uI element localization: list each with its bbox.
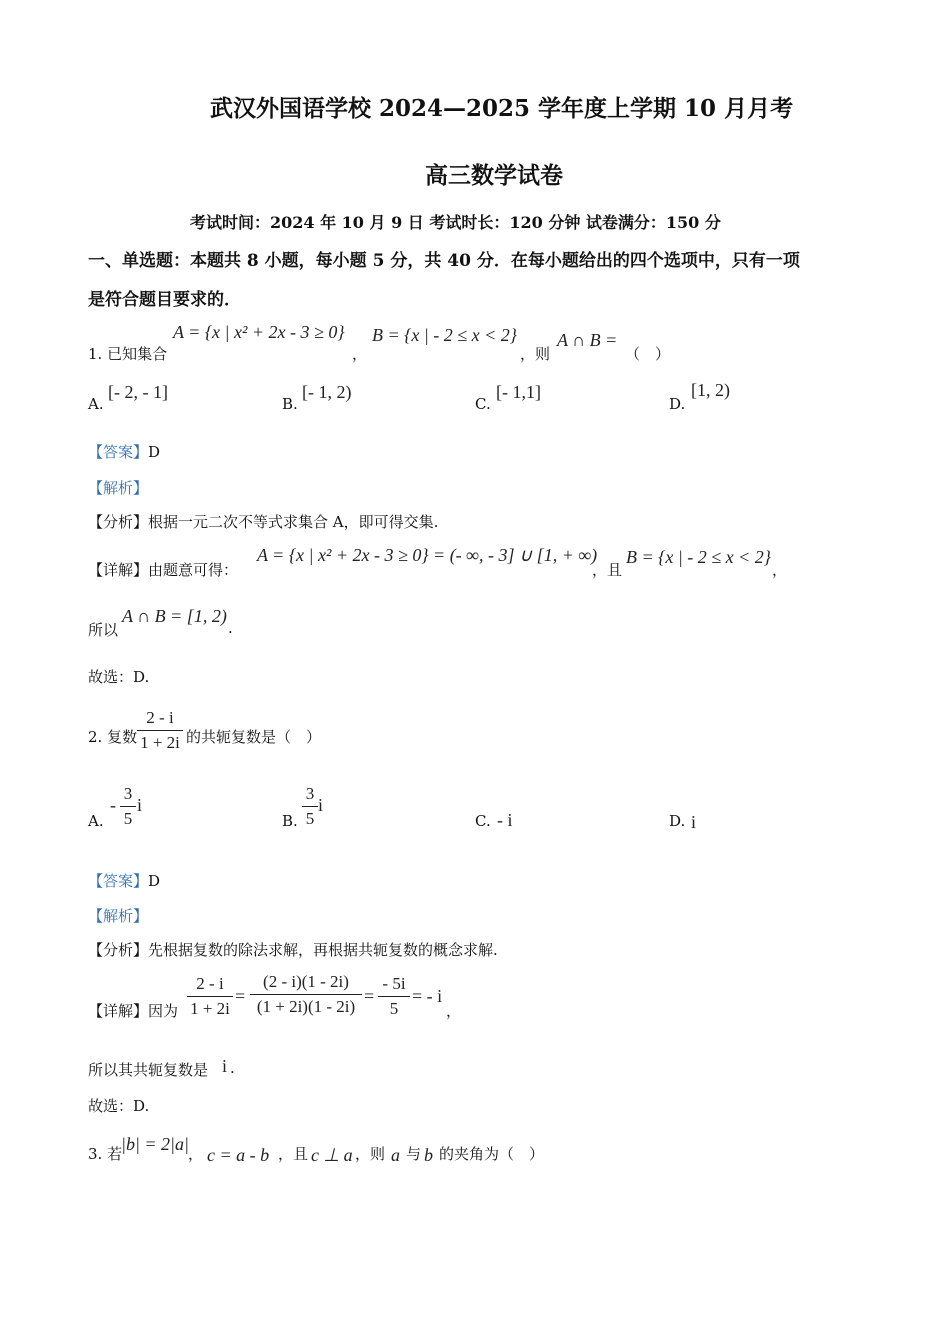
q2-so-lead: 所以其共轭复数是: [88, 1061, 209, 1079]
q2-detail-f1-den: 1 + 2i: [190, 999, 230, 1018]
q1-answer: D: [148, 443, 161, 461]
q1-detail-lead: 由题意可得：: [148, 561, 239, 579]
q3-vector-a: a: [391, 1145, 400, 1165]
q2-tail: 的共轭复数是（ ）: [186, 728, 322, 746]
q1-answer-line: [88, 441, 160, 462]
q2-detail-label: [88, 1000, 178, 1021]
q1-option-a-value: [- 2, - 1]: [108, 382, 168, 402]
q1-detail-end: ，: [772, 561, 788, 579]
q3-vector-b: b: [424, 1145, 433, 1165]
q2-detail-f3-bar: [378, 996, 410, 997]
q2-answer-tag: 【答案】: [88, 872, 149, 890]
q3-yu: 与: [406, 1145, 422, 1163]
q2-fenxi-text: 先根据复数的除法求解，再根据共轭复数的概念求解.: [148, 941, 498, 959]
q2-detail-f1-num: 2 - i: [196, 974, 224, 993]
q2-detail-f3-num: - 5i: [382, 974, 406, 993]
section-heading-line1: 一、单选题：本题共 8 小题，每小题 5 分，共 40 分．在每小题给出的四个选项中，只有一项: [88, 251, 800, 271]
q2-detail-fraction-2: [250, 971, 362, 1018]
q2-option-b-num: 3: [305, 784, 315, 803]
q1-expression: A ∩ B =: [557, 330, 618, 350]
q1-detail-label: [88, 559, 238, 580]
q3-tail: 的夹角为（ ）: [439, 1145, 545, 1163]
q1-so-expression: A ∩ B = [1, 2): [122, 606, 227, 626]
q2-detail-f2-den: (1 + 2i)(1 - 2i): [256, 997, 356, 1016]
q1-fenxi-tag: 【分析】: [88, 513, 149, 531]
exam-info: 考试时间：2024 年 10 月 9 日 考试时长：120 分钟 试卷满分：150 分: [190, 213, 721, 232]
q1-answer-tag: 【答案】: [88, 443, 149, 461]
q2-option-a-sign: -: [110, 795, 116, 815]
q2-detail-f3-den: 5: [389, 999, 399, 1018]
q2-option-a-unit: i: [137, 795, 143, 815]
q1-detail-set-b: B = {x | - 2 ≤ x < 2}: [626, 547, 771, 567]
q1-option-a-label: A.: [88, 395, 104, 413]
q3-condition-3: c ⊥ a: [311, 1145, 353, 1165]
q2-answer: D: [148, 872, 161, 890]
q2-fraction: [137, 707, 183, 754]
q2-detail-f1-bar: [187, 996, 233, 997]
q3-lead: 3. 若: [88, 1145, 123, 1163]
q1-lead: 1. 已知集合: [88, 345, 168, 363]
q2-detail-fraction-3: [378, 973, 410, 1020]
q3-comma: ，: [188, 1145, 204, 1163]
q2-option-a-bar: [120, 806, 136, 807]
q2-choose: 故选：D.: [88, 1097, 150, 1115]
q2-fraction-denominator: 1 + 2i: [140, 733, 180, 752]
q2-so-value: i: [222, 1056, 228, 1076]
q1-then: ，则: [520, 345, 551, 363]
q1-set-a: A = {x | x² + 2x - 3 ≥ 0}: [173, 322, 345, 342]
q3-condition-1: |b| = 2|a|: [121, 1134, 189, 1154]
q1-option-c-value: [- 1,1]: [496, 382, 541, 402]
q2-detail-result: = - i: [412, 986, 443, 1006]
exam-subtitle: 高三数学试卷: [425, 162, 563, 189]
q2-option-a-fraction: [120, 783, 136, 830]
q2-option-b-den: 5: [305, 809, 315, 828]
q1-detail-expression: A = {x | x² + 2x - 3 ≥ 0} = (- ∞, - 3] ∪ [1, + ∞): [257, 545, 598, 565]
q2-option-b-fraction: [302, 783, 318, 830]
q1-so-lead: 所以: [88, 621, 119, 639]
q1-comma: ，: [352, 345, 368, 363]
q2-option-b-unit: i: [318, 795, 324, 815]
q1-option-d-label: D.: [669, 395, 686, 413]
q2-detail-end: ，: [446, 1002, 462, 1020]
q3-condition-2: c = a - b: [207, 1145, 270, 1165]
q1-option-c-label: C.: [475, 395, 491, 413]
q1-fenxi-line: [88, 511, 438, 532]
q2-option-a-num: 3: [123, 784, 133, 803]
q1-analysis-tag: 【解析】: [88, 479, 149, 497]
q1-detail-mid: ，且: [592, 561, 623, 579]
q2-option-c-value: - i: [497, 810, 513, 830]
q2-lead: 2. 复数: [88, 728, 138, 746]
q1-paren: （ ）: [625, 345, 671, 363]
q2-fenxi-line: [88, 939, 498, 960]
exam-title: 武汉外国语学校 2024—2025 学年度上学期 10 月月考: [210, 95, 794, 122]
q2-detail-eq-2: =: [364, 986, 375, 1006]
q2-option-a-den: 5: [123, 809, 133, 828]
q2-answer-line: [88, 870, 160, 891]
q2-detail-lead: 因为: [148, 1002, 179, 1020]
q1-choose: 故选：D.: [88, 668, 150, 686]
q1-so-end: .: [228, 619, 233, 637]
q3-then: ，则: [355, 1145, 386, 1163]
q2-detail-f2-num: (2 - i)(1 - 2i): [263, 972, 349, 991]
q2-fraction-bar: [137, 730, 183, 731]
q2-fraction-numerator: 2 - i: [146, 708, 174, 727]
q1-option-b-label: B.: [282, 395, 298, 413]
q1-detail-tag: 【详解】: [88, 561, 149, 579]
q1-option-b-value: [- 1, 2): [302, 382, 352, 402]
q2-detail-f2-bar: [250, 994, 362, 995]
q2-so-end: .: [230, 1059, 235, 1077]
q1-set-b: B = {x | - 2 ≤ x < 2}: [372, 325, 517, 345]
q2-fenxi-tag: 【分析】: [88, 941, 149, 959]
q2-detail-tag: 【详解】: [88, 1002, 149, 1020]
q2-detail-eq-1: =: [235, 986, 246, 1006]
section-heading-line2: 是符合题目要求的．: [88, 290, 241, 310]
q2-option-d-label: D.: [669, 812, 686, 830]
q2-option-c-label: C.: [475, 812, 491, 830]
q2-option-a-label: A.: [88, 812, 104, 830]
q2-option-b-label: B.: [282, 812, 298, 830]
q2-option-b-bar: [302, 806, 318, 807]
q1-fenxi-text: 根据一元二次不等式求集合 A，即可得交集.: [148, 513, 439, 531]
q2-analysis-tag: 【解析】: [88, 907, 149, 925]
q3-and: ，且: [278, 1145, 309, 1163]
q2-detail-fraction-1: [187, 973, 233, 1020]
q2-option-d-value: i: [691, 812, 697, 832]
q1-option-d-value: [1, 2): [691, 380, 730, 400]
